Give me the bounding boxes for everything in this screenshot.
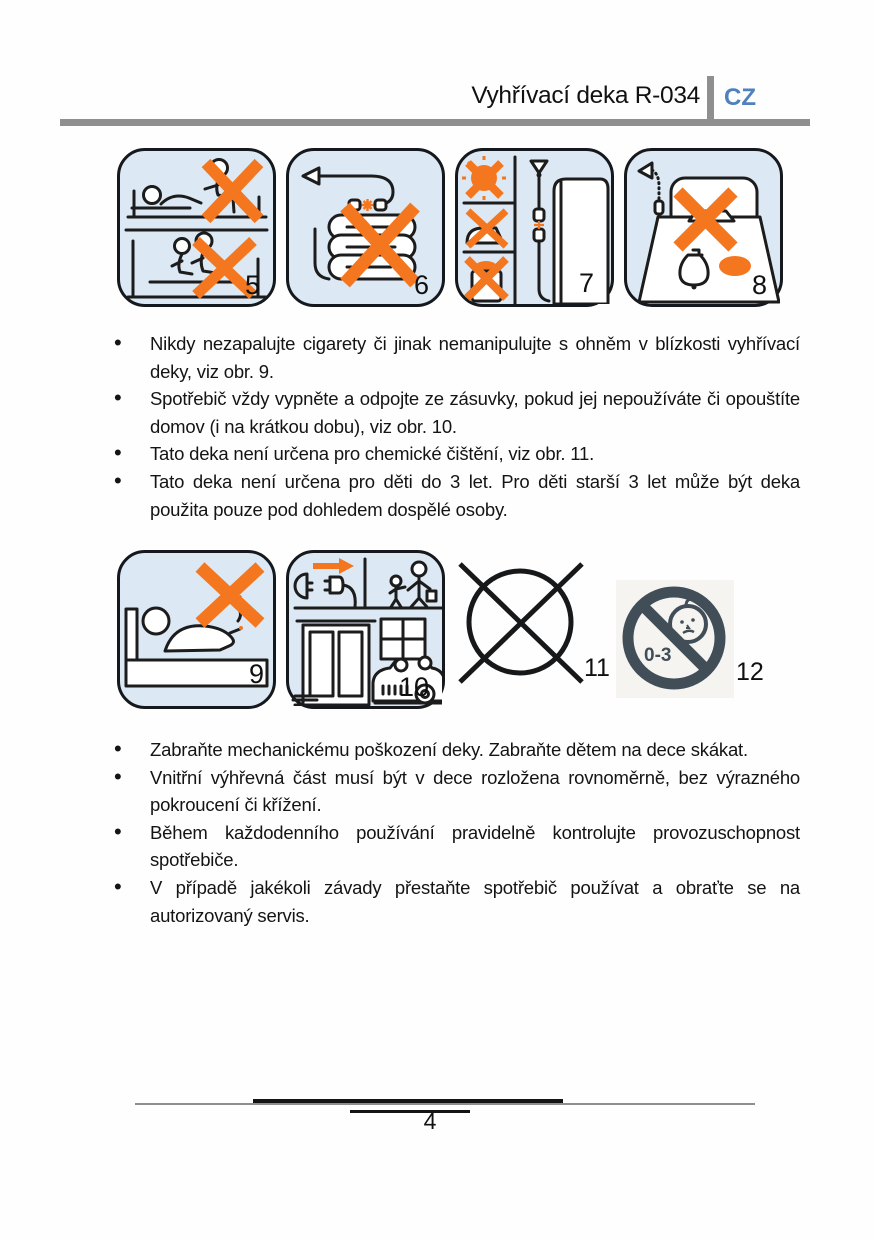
page-number: 4 (423, 1108, 437, 1134)
page-title: Vyhřívací deka R-034 (471, 82, 700, 109)
pictogram-number: 8 (751, 270, 767, 300)
bullet-icon: • (114, 440, 122, 466)
bullet-text: Tato deka není určena pro děti do 3 let. Pro děti starší 3 let může být deka použita pouze pod dohledem dospělé osoby. (150, 470, 800, 520)
bullet-icon: • (114, 467, 122, 493)
bullet-text: Nikdy nezapalujte cigarety či jinak nemanipulujte s ohněm v blízkosti vyhřívací deky, viz obr. 9. (150, 333, 800, 382)
language-badge: CZ (724, 84, 756, 111)
footer-rule-thin (135, 1103, 755, 1105)
header-divider (707, 76, 714, 122)
header-rule (60, 119, 810, 126)
pictogram-number: 6 (413, 270, 429, 300)
not-for-children-0-3-icon (616, 580, 734, 698)
pictogram-10-unplug-when-leaving (286, 550, 445, 709)
pictogram-number: 9 (248, 659, 264, 689)
bullet-text: Během každodenního používání pravidelně kontrolujte provozuschopnost spotřebiče. (150, 821, 800, 871)
list-item (0, 736, 874, 764)
pictogram-number: 10 (398, 672, 429, 702)
bullet-icon: • (114, 736, 122, 761)
bullet-icon: • (114, 818, 122, 844)
list-item (0, 764, 874, 819)
pictogram-row-1 (117, 148, 783, 307)
pictogram-7-no-heat-no-iron-hang-dry (455, 148, 614, 307)
bullet-icon: • (114, 873, 122, 899)
bullet-text: V případě jakékoli závady přestaňte spotřebič používat a obraťte se na autorizovaný servis. (150, 876, 800, 926)
list-item (0, 874, 874, 929)
pictogram-8-no-heat-source-on-bed (624, 148, 783, 307)
bullet-icon: • (114, 385, 122, 411)
list-item (0, 819, 874, 874)
pictogram-number: 5 (244, 270, 260, 300)
bullet-text: Tato deka není určena pro chemické čištění, viz obr. 11. (150, 443, 595, 465)
safety-list-1 (0, 330, 874, 523)
safety-list-2 (0, 736, 874, 929)
list-item (0, 330, 874, 385)
pictogram-number: 12 (736, 658, 764, 686)
bullet-text: Spotřebič vždy vypněte a odpojte ze zásuvky, pokud jej nepoužíváte či opouštíte domov (i na krátkou dobu), viz obr. 10. (150, 388, 800, 437)
bullet-icon: • (114, 763, 122, 789)
bullet-text: Zabraňte mechanickému poškození deky. Zabraňte dětem na dece skákat. (150, 739, 748, 760)
bullet-text: Vnitřní výhřevná část musí být v dece rozložena rovnoměrně, bez výrazného pokroucení či křížení. (150, 766, 800, 816)
list-item (0, 385, 874, 440)
list-item (0, 440, 874, 468)
pictogram-6-no-use-folded (286, 148, 445, 307)
list-item (0, 468, 874, 523)
pictogram-number: 7 (578, 268, 594, 298)
pictogram-number: 11 (584, 654, 610, 682)
pictogram-row-2 (117, 550, 445, 709)
bullet-icon: • (114, 330, 122, 355)
age-range-label: 0-3 (644, 645, 672, 666)
pictogram-5-no-use-on-adjustable-bed (117, 148, 276, 307)
pictogram-9-no-smoking-in-bed (117, 550, 276, 709)
